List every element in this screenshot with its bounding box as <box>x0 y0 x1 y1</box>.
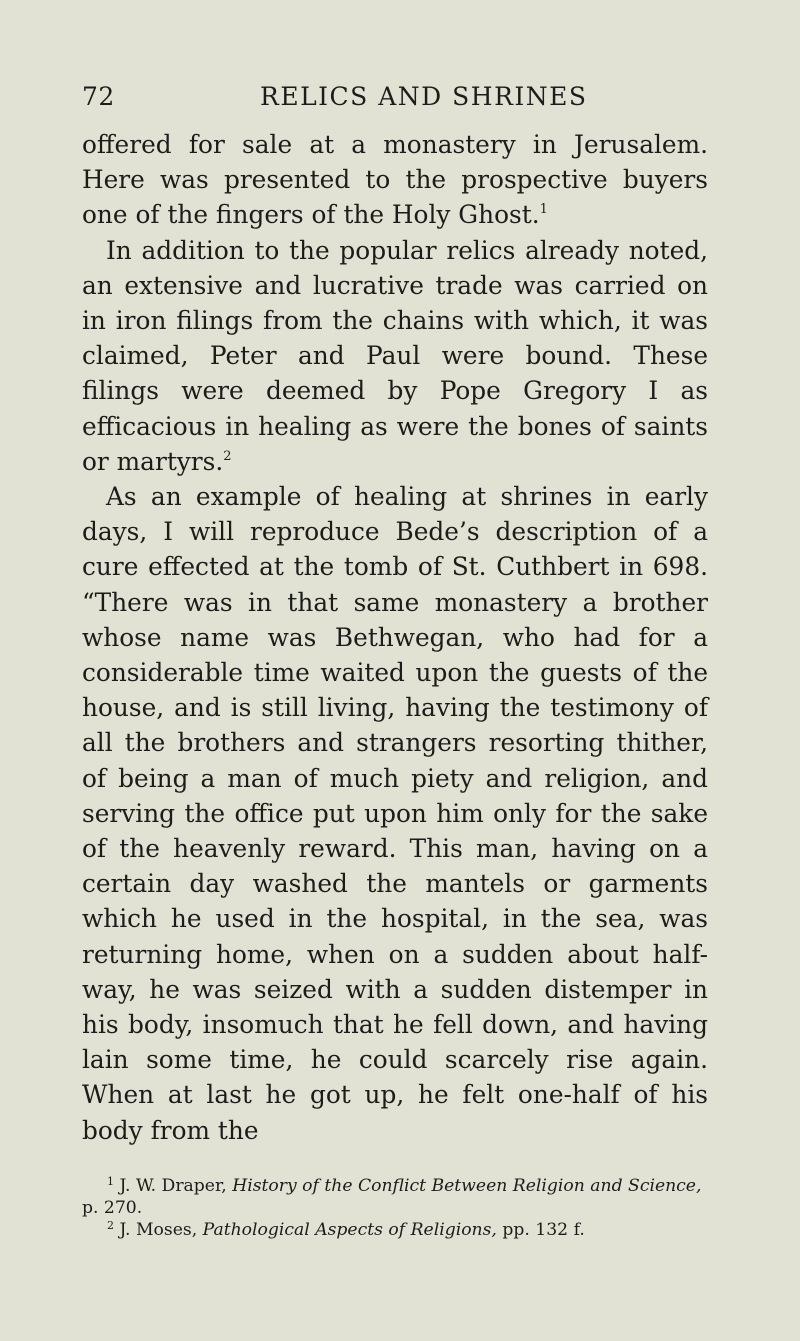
paragraph-3 <box>82 479 708 1148</box>
footnote-ref-2: 2 <box>223 448 232 464</box>
paragraph-1-text: offered for sale at a monastery in Jerusalem. Here was presented to the prospective buyers one of the fingers of the Holy Ghost. <box>82 130 708 230</box>
footnote-2-title: Pathological Aspects of Religions, <box>202 1220 497 1240</box>
footnote-1-author: J. W. Draper, <box>119 1176 227 1196</box>
footnote-1-title: History of the Conflict Between Religion and Science, <box>232 1176 702 1196</box>
footnote-1-mark: 1 <box>107 1175 114 1188</box>
footnote-1 <box>82 1175 708 1219</box>
paragraph-2-text: In addition to the popular relics already noted, an extensive and lucrative trade was carried on in iron filings from the chains with which, it was claimed, Peter and Paul were bound. These filings were deemed by Pope Gregory I as efficacious in healing as were the bones of saints or martyrs. <box>82 235 708 476</box>
footnotes <box>82 1175 708 1241</box>
footnote-2 <box>82 1219 708 1241</box>
body-text <box>82 127 708 1148</box>
page-header <box>82 82 708 118</box>
paragraph-2 <box>82 233 708 479</box>
paragraph-1 <box>82 127 708 233</box>
footnote-2-pages: pp. 132 f. <box>502 1220 585 1240</box>
footnote-2-author: J. Moses, <box>119 1220 198 1240</box>
footnote-1-pages: p. 270. <box>82 1198 143 1218</box>
page-number: 72 <box>82 82 115 111</box>
footnote-2-mark: 2 <box>107 1219 114 1232</box>
footnote-ref-1: 1 <box>539 202 548 218</box>
paragraph-3-text: As an example of healing at shrines in early days, I will reproduce Bede’s description of a cure effected at the tomb of St. Cuthbert in 698. “There was in that same monastery a brother whose name was Bethwegan, who had for a considerable time waited upon the guests of the house, and is still living, having the testimony of all the brothers and strangers resorting thither, of being a man of much piety and religion, and serving the office put upon him only for the sake of the heavenly reward. This man, having on a certain day washed the mantels or garments which he used in the hospital, in the sea, was returning home, when on a sudden about half-way, he was seized with a sudden distemper in his body, insomuch that he fell down, and having lain some time, he could scarcely rise again. When at last he got up, he felt one-half of his body from the <box>82 482 708 1145</box>
running-title: RELICS AND SHRINES <box>260 82 588 111</box>
